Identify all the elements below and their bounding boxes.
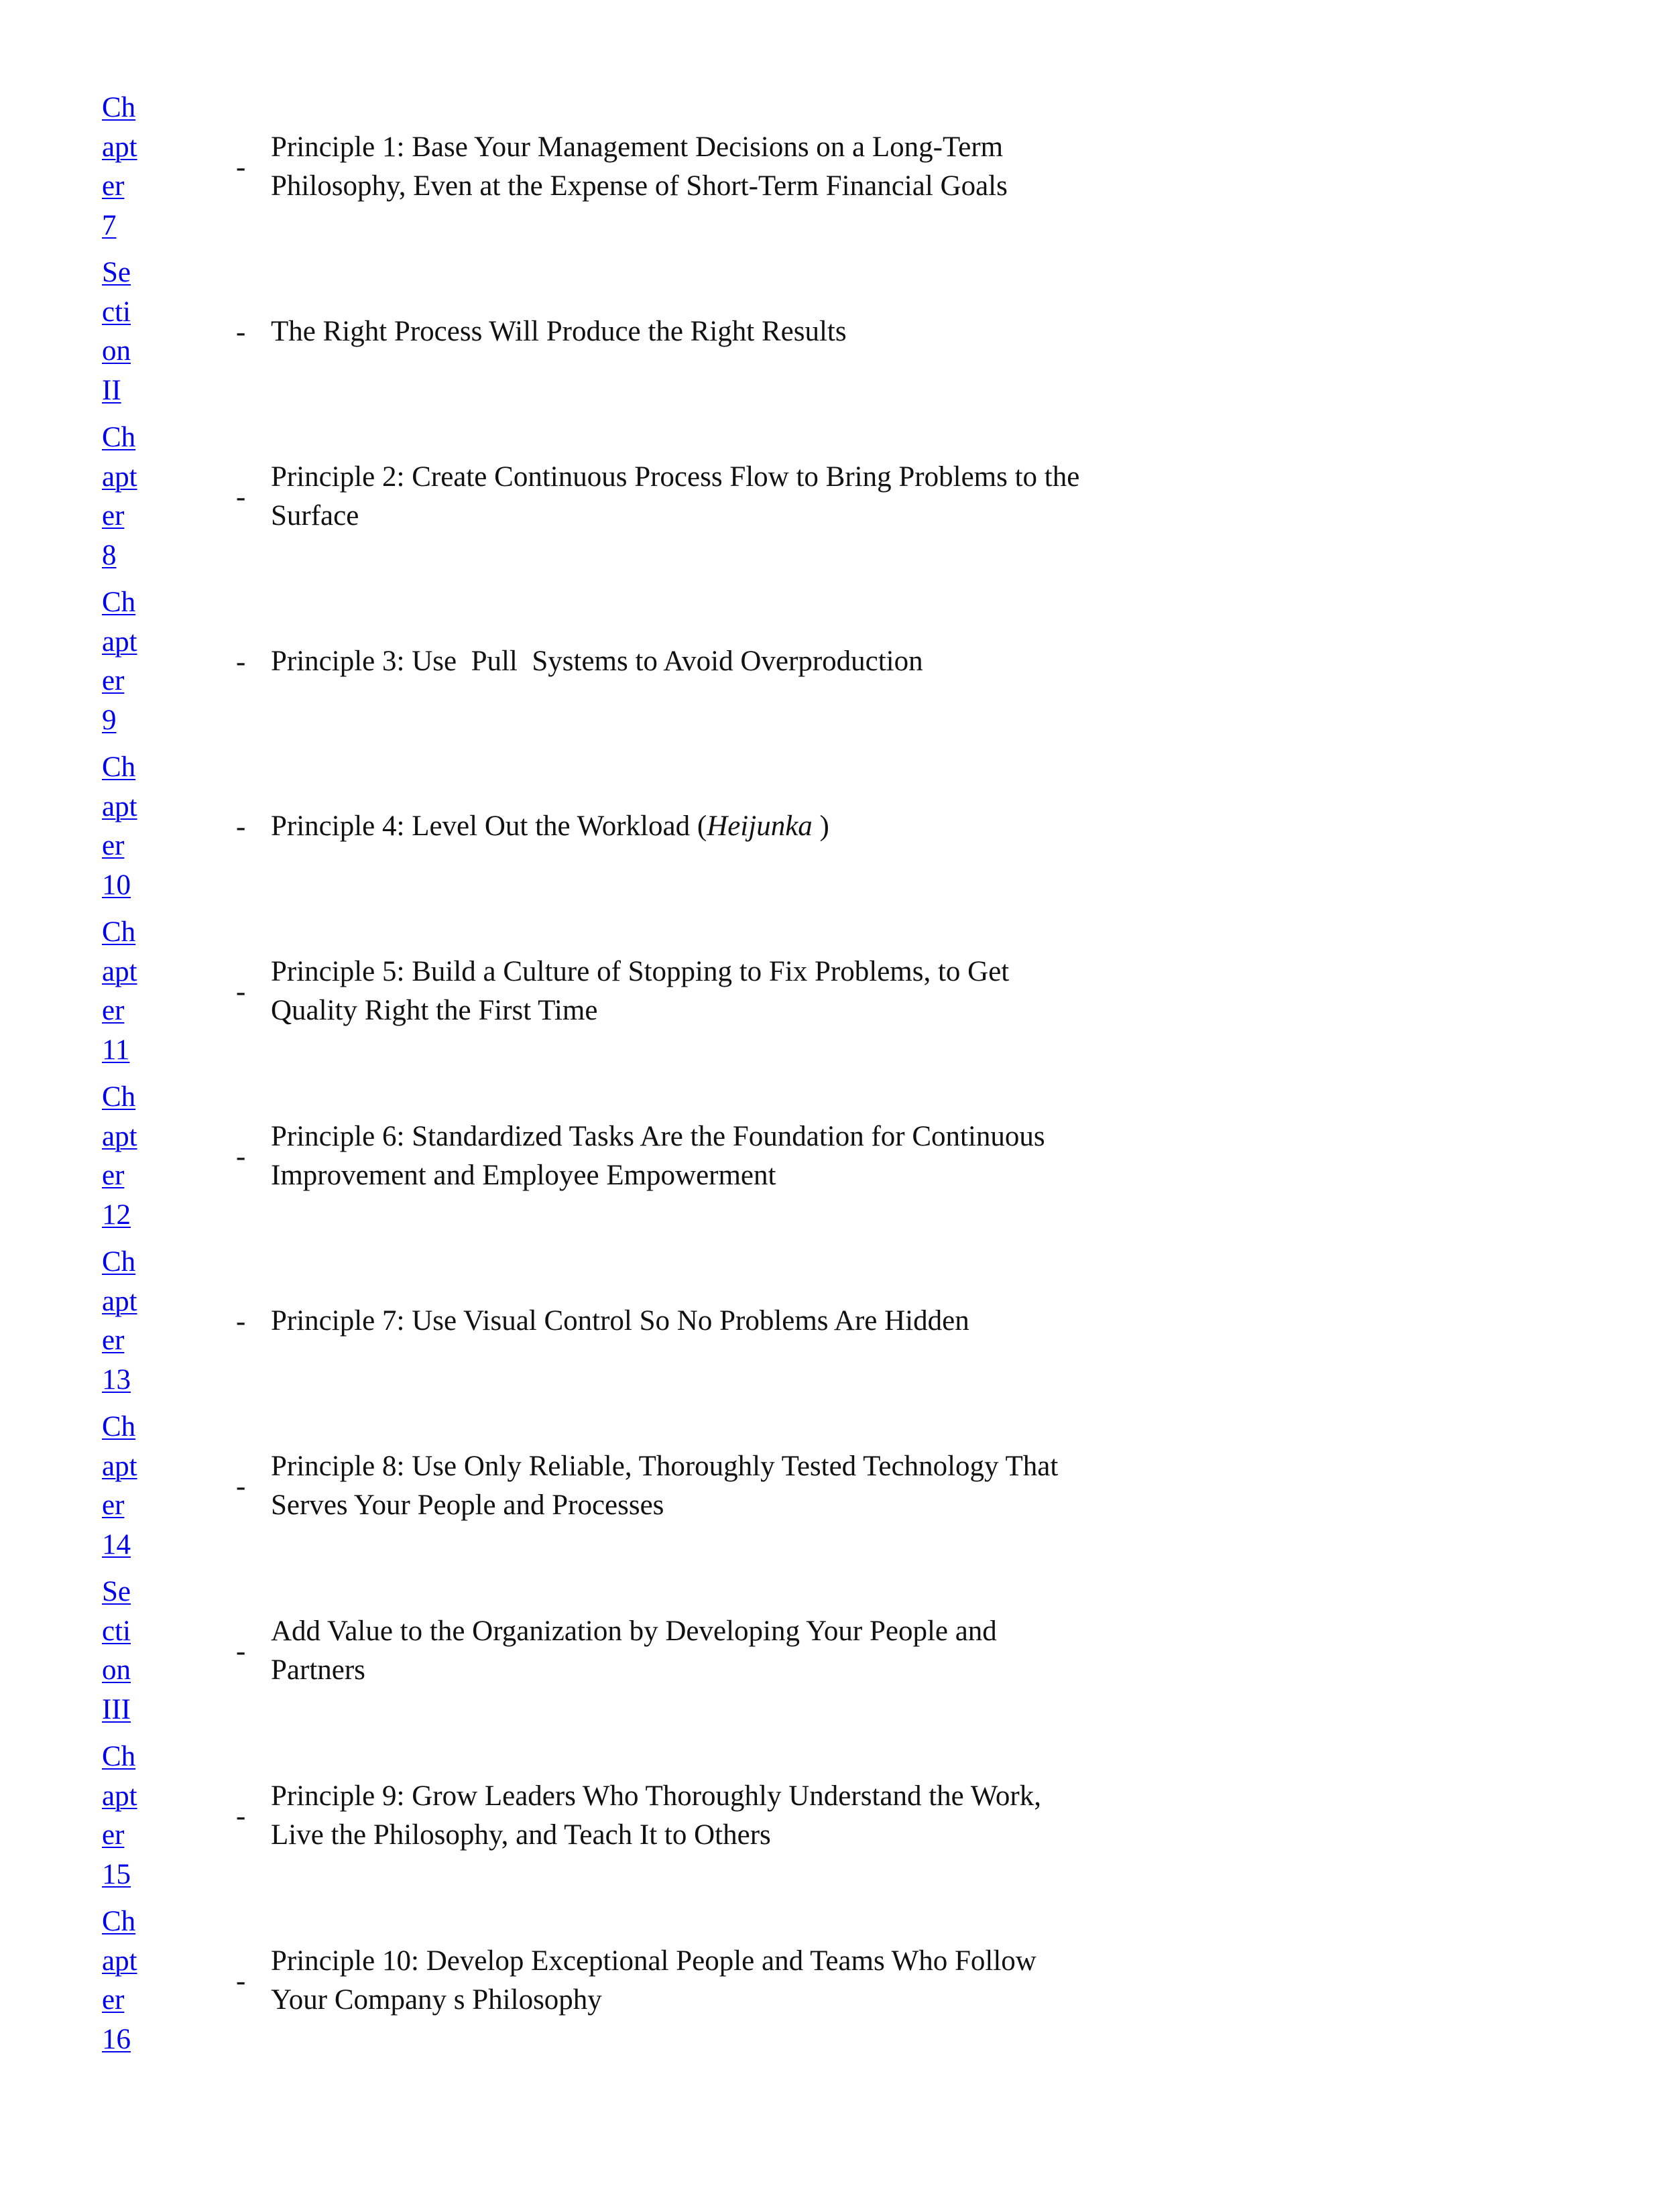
chapter-link[interactable]: Ch apt er 11 xyxy=(102,916,137,1066)
title-italic-term: Heijunka xyxy=(707,810,813,842)
separator-dash: - xyxy=(236,810,246,843)
chapter-link[interactable]: Ch apt er 16 xyxy=(102,1906,137,2055)
toc-entry xyxy=(102,1898,1108,2063)
entry-title: Principle 9: Grow Leaders Who Thoroughly Understand the Work, Live the Philosophy, and Teach It to Others xyxy=(271,1780,1041,1851)
entry-title: Principle 7: Use Visual Control So No Problems Are Hidden xyxy=(271,1304,969,1337)
separator-dash: - xyxy=(236,1140,246,1172)
section-link[interactable]: Se cti on II xyxy=(102,257,131,406)
separator-dash: - xyxy=(236,1800,246,1832)
entry-title: Principle 5: Build a Culture of Stopping to Fix Problems, to Get Quality Right the First Time xyxy=(271,955,1010,1026)
section-link[interactable]: Se cti on III xyxy=(102,1576,131,1725)
table-of-contents xyxy=(102,84,1108,2063)
toc-entry xyxy=(102,84,1108,249)
separator-dash: - xyxy=(236,1470,246,1502)
entry-title: Principle 10: Develop Exceptional People and Teams Who Follow Your Company s Philosophy xyxy=(271,1945,1036,2016)
chapter-link[interactable]: Ch apt er 8 xyxy=(102,422,137,571)
chapter-link[interactable]: Ch apt er 7 xyxy=(102,92,137,241)
separator-dash: - xyxy=(236,151,246,183)
separator-dash: - xyxy=(236,646,246,678)
chapter-link[interactable]: Ch apt er 12 xyxy=(102,1081,137,1231)
separator-dash: - xyxy=(236,1305,246,1337)
entry-title: Principle 2: Create Continuous Process Flow to Bring Problems to the Surface xyxy=(271,460,1080,532)
toc-entry xyxy=(102,579,1108,744)
title-text: ) xyxy=(812,810,829,842)
toc-entry xyxy=(102,1404,1108,1569)
toc-entry xyxy=(102,1569,1108,1733)
toc-entry xyxy=(102,744,1108,909)
title-text: Principle 4: Level Out the Workload ( xyxy=(271,810,707,842)
chapter-link[interactable]: Ch apt er 9 xyxy=(102,587,137,736)
entry-title: Principle 3: Use Pull Systems to Avoid Overproduction xyxy=(271,645,923,677)
separator-dash: - xyxy=(236,1965,246,1997)
entry-title: The Right Process Will Produce the Right Results xyxy=(271,315,847,347)
toc-entry xyxy=(102,1239,1108,1404)
entry-title: Principle 6: Standardized Tasks Are the Foundation for Continuous Improvement and Employee Empowerment xyxy=(271,1120,1045,1191)
separator-dash: - xyxy=(236,1635,246,1667)
toc-entry xyxy=(102,909,1108,1074)
toc-entry xyxy=(102,414,1108,579)
chapter-link[interactable]: Ch apt er 15 xyxy=(102,1741,137,1890)
toc-entry xyxy=(102,249,1108,414)
entry-title: Principle 1: Base Your Management Decisions on a Long-Term Philosophy, Even at the Expense of Short-Term Financial Goals xyxy=(271,131,1008,202)
entry-title: Principle 8: Use Only Reliable, Thoroughly Tested Technology That Serves Your People and Processes xyxy=(271,1450,1059,1521)
chapter-link[interactable]: Ch apt er 13 xyxy=(102,1246,137,1396)
entry-title xyxy=(271,807,1095,847)
separator-dash: - xyxy=(236,481,246,513)
chapter-link[interactable]: Ch apt er 10 xyxy=(102,751,137,901)
toc-entry xyxy=(102,1733,1108,1898)
toc-entry xyxy=(102,1074,1108,1239)
separator-dash: - xyxy=(236,316,246,348)
chapter-link[interactable]: Ch apt er 14 xyxy=(102,1411,137,1560)
entry-title: Add Value to the Organization by Developing Your People and Partners xyxy=(271,1615,997,1686)
separator-dash: - xyxy=(236,975,246,1007)
